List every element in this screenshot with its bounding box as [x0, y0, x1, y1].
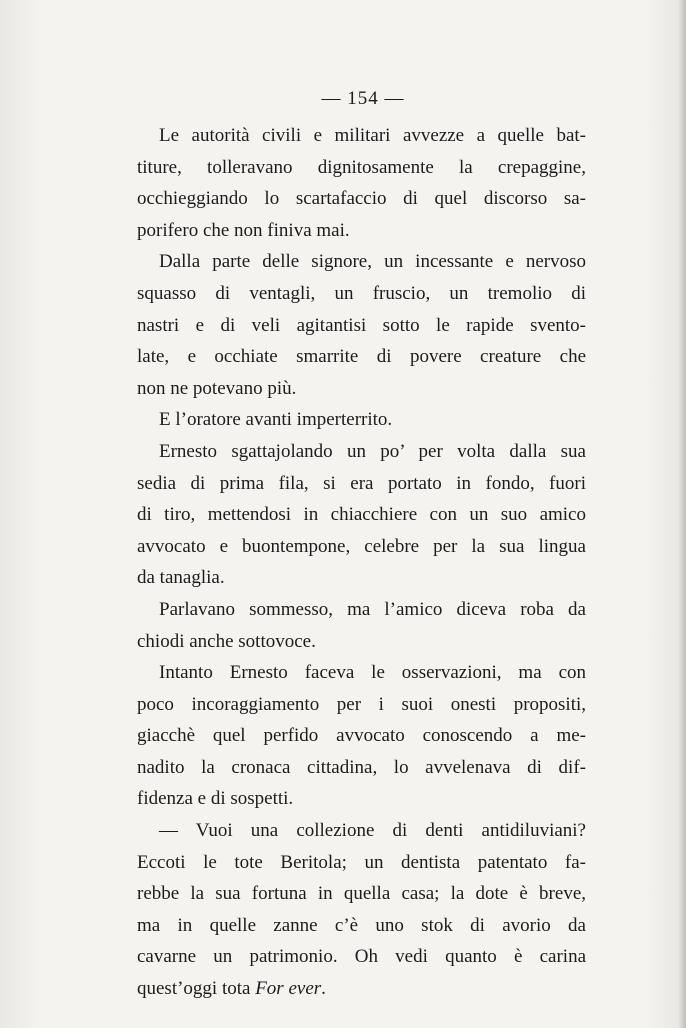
text-line: late, e occhiate smarrite di povere creature che: [137, 346, 586, 368]
text-line: Ernesto sgattajolando un po’ per volta dalla sua: [159, 440, 586, 462]
text-line: E l’oratore avanti imperterrito.: [159, 409, 393, 431]
last-line-suffix: .: [321, 978, 326, 1000]
text-line: Intanto Ernesto faceva le osservazioni, ma con: [159, 662, 586, 684]
text-line: da tanaglia.: [137, 567, 225, 589]
text-line: rebbe la sua fortuna in quella casa; la dote è breve,: [137, 883, 586, 905]
text-line: nadito la cronaca cittadina, lo avvelenava di dif-: [137, 756, 586, 778]
text-line: squasso di ventagli, un fruscio, un tremolio di: [137, 282, 586, 304]
text-line: cavarne un patrimonio. Oh vedi quanto è carina: [137, 946, 586, 968]
text-line: Eccoti le tote Beritola; un dentista patentato fa-: [137, 851, 586, 873]
last-line-prefix: quest’oggi tota: [137, 978, 256, 1000]
text-line: non ne potevano più.: [137, 377, 297, 399]
text-line: giacchè quel perfido avvocato conoscendo a me-: [137, 725, 586, 747]
page-edge-shadow: [678, 0, 686, 1028]
text-line: poco incoraggiamento per i suoi onesti propositi,: [137, 693, 586, 715]
text-line: fidenza e di sospetti.: [137, 788, 294, 810]
text-line: Parlavano sommesso, ma l’amico diceva roba da: [159, 598, 586, 620]
text-line: di tiro, mettendosi in chiacchiere con un suo amico: [137, 504, 586, 526]
text-line: porifero che non finiva mai.: [137, 219, 350, 241]
text-line: occhieggiando lo scartafaccio di quel discorso sa-: [137, 188, 586, 210]
text-line: sedia di prima fila, si era portato in fondo, fuori: [137, 472, 586, 494]
last-line-italic: For ever: [255, 978, 322, 1000]
text-line: Le autorità civili e militari avvezze a quelle bat-: [159, 125, 586, 146]
text-line-last: [137, 973, 586, 1005]
text-line: ma in quelle zanne c’è uno stok di avorio da: [137, 914, 586, 936]
text-line: chiodi anche sottovoce.: [137, 630, 316, 652]
text-line: Dalla parte delle signore, un incessante e nervoso: [159, 251, 586, 273]
text-line: — Vuoi una collezione di denti antidiluviani?: [159, 820, 586, 842]
body-text: [137, 120, 586, 1005]
page-number: — 154 —: [321, 88, 405, 109]
text-line: nastri e di veli agitantisi sotto le rapide svento-: [137, 314, 586, 336]
text-line: avvocato e buontempone, celebre per la sua lingua: [137, 535, 586, 557]
text-line: titure, tolleravano dignitosamente la crepaggine,: [137, 156, 586, 178]
